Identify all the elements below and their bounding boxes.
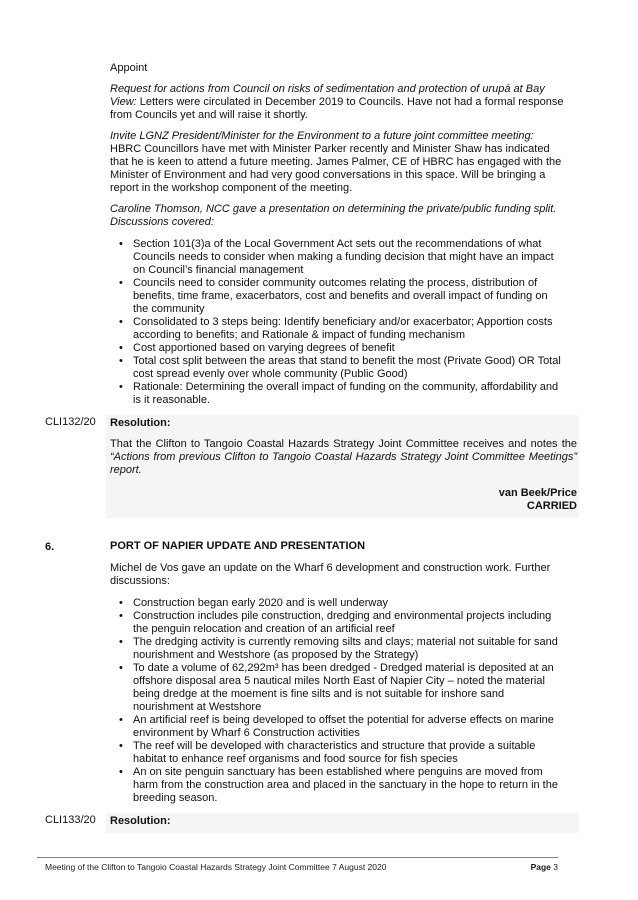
funding-discussion-list: [110, 238, 565, 407]
list-item: • Section 101(3)a of the Local Government Act sets out the recommendations of what Councils needs to consider when making a funding decision that might have an impact on Council’s financial management: [110, 238, 565, 277]
list-item: • Cost apportioned based on varying degrees of benefit: [110, 342, 565, 355]
appoint-fragment: Appoint: [110, 62, 148, 74]
resolution-highlight: [106, 415, 579, 518]
action-item-text: HBRC Councillors have met with Minister Parker recently and Minister Shaw has indicated that he is keen to attend a future meeting. James Palmer, CE of HBRC has engaged with the Minister of Environment and had very good conversations in this space. Will be bringing a report in the workshop component of the meeting.: [110, 143, 562, 194]
section-number: 6.: [45, 541, 55, 553]
appoint-body: [110, 62, 565, 415]
resolution-text-italic: “Actions from previous Clifton to Tangoio Coastal Hazards Strategy Joint Committee Meetings” report.: [110, 451, 577, 476]
resolution-text: [110, 438, 577, 477]
page-footer: [37, 857, 558, 873]
footer-page-number: 3: [553, 862, 558, 872]
presentation-intro: Caroline Thomson, NCC gave a presentation on determining the private/public funding split. Discussions covered:: [110, 203, 557, 228]
mover-name: van Beek/Price: [498, 487, 577, 499]
section-6-body: [110, 540, 565, 813]
item-number-empty: [45, 62, 110, 63]
list-item: • Construction includes pile construction, dredging and environmental projects including the penguin relocation and creation of an artificial reef: [110, 610, 565, 636]
list-item: • The dredging activity is currently removing silts and clays; material not suitable for sand nourishment and Westshore (as proposed by the Strategy): [110, 636, 565, 662]
resolution-block-cli132: [45, 415, 577, 518]
action-item-text: Letters were circulated in December 2019 to Councils. Have not had a formal response from Councils yet and will raise it shortly.: [110, 96, 564, 121]
section-intro: Michel de Vos gave an update on the Wharf 6 development and construction work. Further discussions:: [110, 562, 551, 587]
section-spacer: [45, 518, 565, 540]
port-update-list: [110, 597, 565, 805]
list-item: • Councils need to consider community outcomes relating the process, distribution of benefits, time frame, exacerbators, cost and benefits and overall impact of funding on the community: [110, 277, 565, 316]
action-item-lead: Request for actions from Council on risks of sedimentation and protection of urupā at Bay View:: [110, 83, 545, 108]
resolution-heading: Resolution:: [110, 417, 171, 429]
list-item: • Consolidated to 3 steps being: Identify beneficiary and/or exacerbator; Apportion costs according to benefits; and Rationale & impact of funding mechanism: [110, 316, 565, 342]
action-item-lead: Invite LGNZ President/Minister for the Environment to a future joint committee meeting:: [110, 130, 534, 142]
section-title: PORT OF NAPIER UPDATE AND PRESENTATION: [110, 540, 366, 552]
footer-page-label: Page: [530, 862, 551, 872]
list-item: • Rationale: Determining the overall impact of funding on the community, affordability and is it reasonable.: [110, 381, 565, 407]
list-item: • Total cost split between the areas that stand to benefit the most (Private Good) OR Total cost spread evenly over whole community (Public Good): [110, 355, 565, 381]
carried-status: CARRIED: [526, 500, 577, 512]
footer-page-indicator: [531, 862, 558, 873]
resolution-text-regular: That the Clifton to Tangoio Coastal Hazards Strategy Joint Committee receives and notes the: [110, 438, 577, 450]
section-6: [45, 540, 565, 813]
list-item: • Construction began early 2020 and is well underway: [110, 597, 565, 610]
resolution-block-cli133: [45, 813, 565, 833]
resolution-highlight: [106, 813, 579, 833]
appoint-row: [45, 62, 565, 415]
action-item-lgnz: [110, 130, 565, 195]
list-item: • An on site penguin sanctuary has been established where penguins are moved from harm from the construction area and placed in the sanctuary in the hope to return in the breeding season.: [110, 766, 565, 805]
item-number: CLI133/20: [45, 814, 96, 826]
list-item: • To date a volume of 62,292m³ has been dredged - Dredged material is deposited at an offshore disposal area 5 nautical miles North East of Napier City – noted the material being dredge at the moement is fine silts and is not suitable for inshore sand nourishment at Westshore: [110, 662, 565, 714]
item-number: CLI132/20: [45, 416, 96, 428]
footer-meeting-title: Meeting of the Clifton to Tangoio Coastal Hazards Strategy Joint Committee 7 August 2020: [45, 862, 387, 872]
action-item-urupa: [110, 83, 565, 122]
list-item: • An artificial reef is being developed to offset the potential for adverse effects on marine environment by Wharf 6 Construction activities: [110, 714, 565, 740]
list-item: • The reef will be developed with characteristics and structure that provide a suitable habitat to enhance reef organisms and food source for fish species: [110, 740, 565, 766]
resolution-heading: Resolution:: [110, 815, 171, 827]
